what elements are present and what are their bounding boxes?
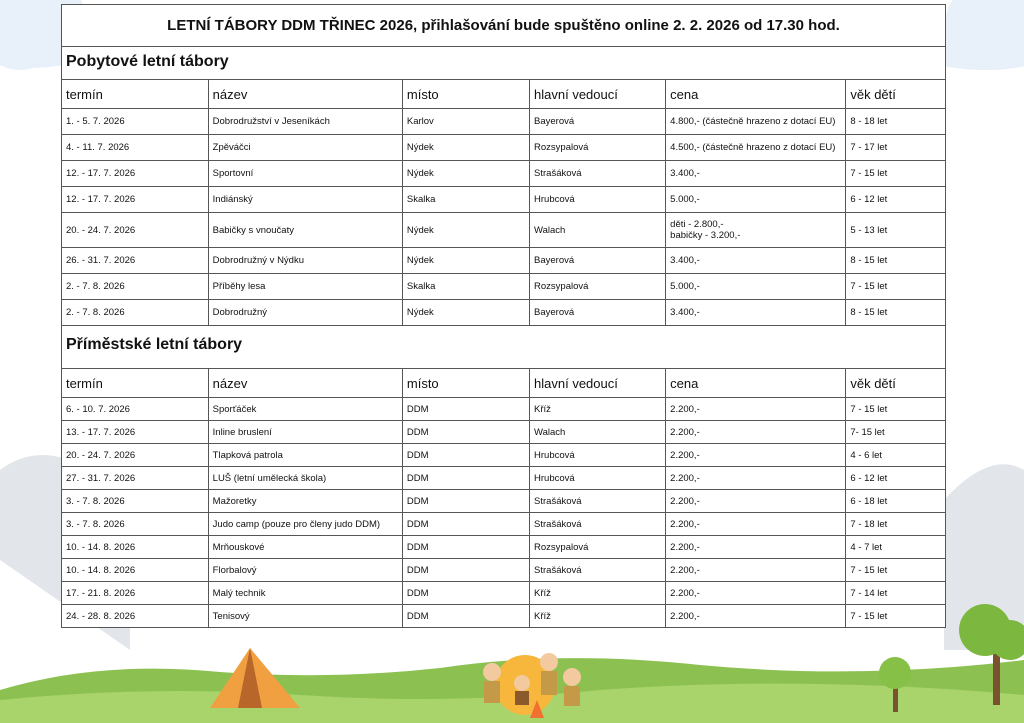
table-row: [62, 187, 945, 213]
column-header: hlavní vedoucí: [530, 80, 666, 109]
table-row: [62, 398, 945, 421]
cell-price: 2.200,-: [666, 398, 846, 421]
table-row: [62, 135, 945, 161]
cell-age: 6 - 12 let: [846, 187, 945, 213]
cell-place: DDM: [402, 467, 529, 490]
cell-price: 2.200,-: [666, 467, 846, 490]
cell-leader: Strašáková: [530, 490, 666, 513]
residential-camps-table: [62, 80, 945, 326]
cell-leader: Kříž: [530, 582, 666, 605]
cell-date: 2. - 7. 8. 2026: [62, 274, 208, 300]
cell-leader: Rozsypalová: [530, 274, 666, 300]
column-header: termín: [62, 80, 208, 109]
cell-date: 10. - 14. 8. 2026: [62, 559, 208, 582]
cell-name: Sportovní: [208, 161, 402, 187]
cell-age: 7 - 17 let: [846, 135, 945, 161]
day-camps-table: [62, 369, 945, 627]
cell-leader: Strašáková: [530, 161, 666, 187]
cell-name: Dobrodružství v Jeseníkách: [208, 109, 402, 135]
cell-age: 7 - 15 let: [846, 559, 945, 582]
table-row: [62, 467, 945, 490]
cell-date: 6. - 10. 7. 2026: [62, 398, 208, 421]
cell-leader: Hrubcová: [530, 467, 666, 490]
cell-date: 20. - 24. 7. 2026: [62, 444, 208, 467]
cell-price: 2.200,-: [666, 444, 846, 467]
cell-place: Nýdek: [402, 135, 529, 161]
table-row: [62, 109, 945, 135]
cell-age: 7 - 15 let: [846, 605, 945, 628]
cell-date: 2. - 7. 8. 2026: [62, 300, 208, 326]
column-header: hlavní vedoucí: [530, 369, 666, 398]
cell-name: Babičky s vnoučaty: [208, 213, 402, 248]
table-header-row: [62, 369, 945, 398]
column-header: věk dětí: [846, 369, 945, 398]
cell-age: 7 - 15 let: [846, 161, 945, 187]
cell-name: Inline bruslení: [208, 421, 402, 444]
column-header: cena: [666, 369, 846, 398]
column-header: věk dětí: [846, 80, 945, 109]
table-row: [62, 213, 945, 248]
table-row: [62, 421, 945, 444]
cell-leader: Strašáková: [530, 513, 666, 536]
table-header-row: [62, 80, 945, 109]
column-header: místo: [402, 80, 529, 109]
cell-name: Tlapková patrola: [208, 444, 402, 467]
section-heading-residential: Pobytové letní tábory: [62, 47, 945, 80]
cell-name: Mrňouskové: [208, 536, 402, 559]
cell-date: 13. - 17. 7. 2026: [62, 421, 208, 444]
cell-name: Dobrodružný v Nýdku: [208, 248, 402, 274]
cell-place: DDM: [402, 536, 529, 559]
page-title: LETNÍ TÁBORY DDM TŘINEC 2026, přihlašování bude spuštěno online 2. 2. 2026 od 17.30 hod.: [62, 5, 945, 47]
cell-price: 5.000,-: [666, 187, 846, 213]
cell-price: 2.200,-: [666, 559, 846, 582]
price-line-children: děti - 2.800,-: [670, 219, 724, 230]
cell-price: 2.200,-: [666, 605, 846, 628]
column-header: název: [208, 369, 402, 398]
cell-leader: Rozsypalová: [530, 135, 666, 161]
cell-place: Karlov: [402, 109, 529, 135]
cell-age: 5 - 13 let: [846, 213, 945, 248]
cell-price: 2.200,-: [666, 421, 846, 444]
cell-leader: Walach: [530, 213, 666, 248]
cell-price: 5.000,-: [666, 274, 846, 300]
cell-leader: Walach: [530, 421, 666, 444]
cell-price: 3.400,-: [666, 248, 846, 274]
cell-leader: Hrubcová: [530, 187, 666, 213]
camps-sheet: [61, 4, 946, 628]
table-row: [62, 490, 945, 513]
column-header: název: [208, 80, 402, 109]
cell-date: 24. - 28. 8. 2026: [62, 605, 208, 628]
cell-date: 10. - 14. 8. 2026: [62, 536, 208, 559]
cell-price: 2.200,-: [666, 513, 846, 536]
cell-name: Mažoretky: [208, 490, 402, 513]
cell-age: 8 - 15 let: [846, 248, 945, 274]
cell-price: 2.200,-: [666, 490, 846, 513]
table-row: [62, 536, 945, 559]
cell-price: 2.200,-: [666, 536, 846, 559]
cell-age: 7 - 14 let: [846, 582, 945, 605]
cell-place: DDM: [402, 398, 529, 421]
column-header: termín: [62, 369, 208, 398]
column-header: místo: [402, 369, 529, 398]
cell-price: [666, 213, 846, 248]
cell-place: DDM: [402, 582, 529, 605]
cell-age: 8 - 15 let: [846, 300, 945, 326]
cell-place: Nýdek: [402, 248, 529, 274]
cell-name: Zpěváčci: [208, 135, 402, 161]
cell-place: Nýdek: [402, 300, 529, 326]
table-row: [62, 513, 945, 536]
cell-name: Tenisový: [208, 605, 402, 628]
table-row: [62, 274, 945, 300]
cell-age: 4 - 7 let: [846, 536, 945, 559]
cell-leader: Kříž: [530, 605, 666, 628]
table-row: [62, 300, 945, 326]
cell-date: 26. - 31. 7. 2026: [62, 248, 208, 274]
cell-age: 6 - 12 let: [846, 467, 945, 490]
price-line-grandmothers: babičky - 3.200,-: [670, 230, 741, 241]
cell-leader: Bayerová: [530, 248, 666, 274]
section-heading-day-camps: Příměstské letní tábory: [62, 326, 945, 369]
cell-name: Dobrodružný: [208, 300, 402, 326]
cell-place: DDM: [402, 490, 529, 513]
cell-name: Malý technik: [208, 582, 402, 605]
cell-place: Skalka: [402, 187, 529, 213]
cell-age: 8 - 18 let: [846, 109, 945, 135]
cell-place: DDM: [402, 605, 529, 628]
cell-name: Sporťáček: [208, 398, 402, 421]
cell-place: DDM: [402, 421, 529, 444]
table-row: [62, 582, 945, 605]
cell-place: Nýdek: [402, 213, 529, 248]
cell-date: 27. - 31. 7. 2026: [62, 467, 208, 490]
cell-price: 3.400,-: [666, 161, 846, 187]
cell-date: 3. - 7. 8. 2026: [62, 490, 208, 513]
cell-place: DDM: [402, 559, 529, 582]
cell-place: DDM: [402, 444, 529, 467]
cell-leader: Hrubcová: [530, 444, 666, 467]
cell-age: 7 - 15 let: [846, 398, 945, 421]
table-row: [62, 444, 945, 467]
column-header: cena: [666, 80, 846, 109]
cell-age: 7- 15 let: [846, 421, 945, 444]
cell-age: 7 - 15 let: [846, 274, 945, 300]
cell-place: Skalka: [402, 274, 529, 300]
cell-leader: Strašáková: [530, 559, 666, 582]
table-row: [62, 605, 945, 628]
cell-price: 2.200,-: [666, 582, 846, 605]
cell-date: 20. - 24. 7. 2026: [62, 213, 208, 248]
cell-age: 6 - 18 let: [846, 490, 945, 513]
cell-name: Indiánský: [208, 187, 402, 213]
cell-price: 4.500,- (částečně hrazeno z dotací EU): [666, 135, 846, 161]
cell-place: Nýdek: [402, 161, 529, 187]
cell-place: DDM: [402, 513, 529, 536]
cell-date: 17. - 21. 8. 2026: [62, 582, 208, 605]
cell-leader: Bayerová: [530, 300, 666, 326]
cell-name: Florbalový: [208, 559, 402, 582]
cell-leader: Kříž: [530, 398, 666, 421]
cell-date: 12. - 17. 7. 2026: [62, 187, 208, 213]
cell-price: 4.800,- (částečně hrazeno z dotací EU): [666, 109, 846, 135]
cell-age: 7 - 18 let: [846, 513, 945, 536]
table-row: [62, 248, 945, 274]
cell-date: 12. - 17. 7. 2026: [62, 161, 208, 187]
cell-date: 1. - 5. 7. 2026: [62, 109, 208, 135]
cell-name: LUŠ (letní umělecká škola): [208, 467, 402, 490]
cell-name: Příběhy lesa: [208, 274, 402, 300]
cell-leader: Rozsypalová: [530, 536, 666, 559]
cell-date: 4. - 11. 7. 2026: [62, 135, 208, 161]
table-row: [62, 161, 945, 187]
cell-leader: Bayerová: [530, 109, 666, 135]
cell-date: 3. - 7. 8. 2026: [62, 513, 208, 536]
cell-price: 3.400,-: [666, 300, 846, 326]
cell-age: 4 - 6 let: [846, 444, 945, 467]
table-row: [62, 559, 945, 582]
cell-name: Judo camp (pouze pro členy judo DDM): [208, 513, 402, 536]
